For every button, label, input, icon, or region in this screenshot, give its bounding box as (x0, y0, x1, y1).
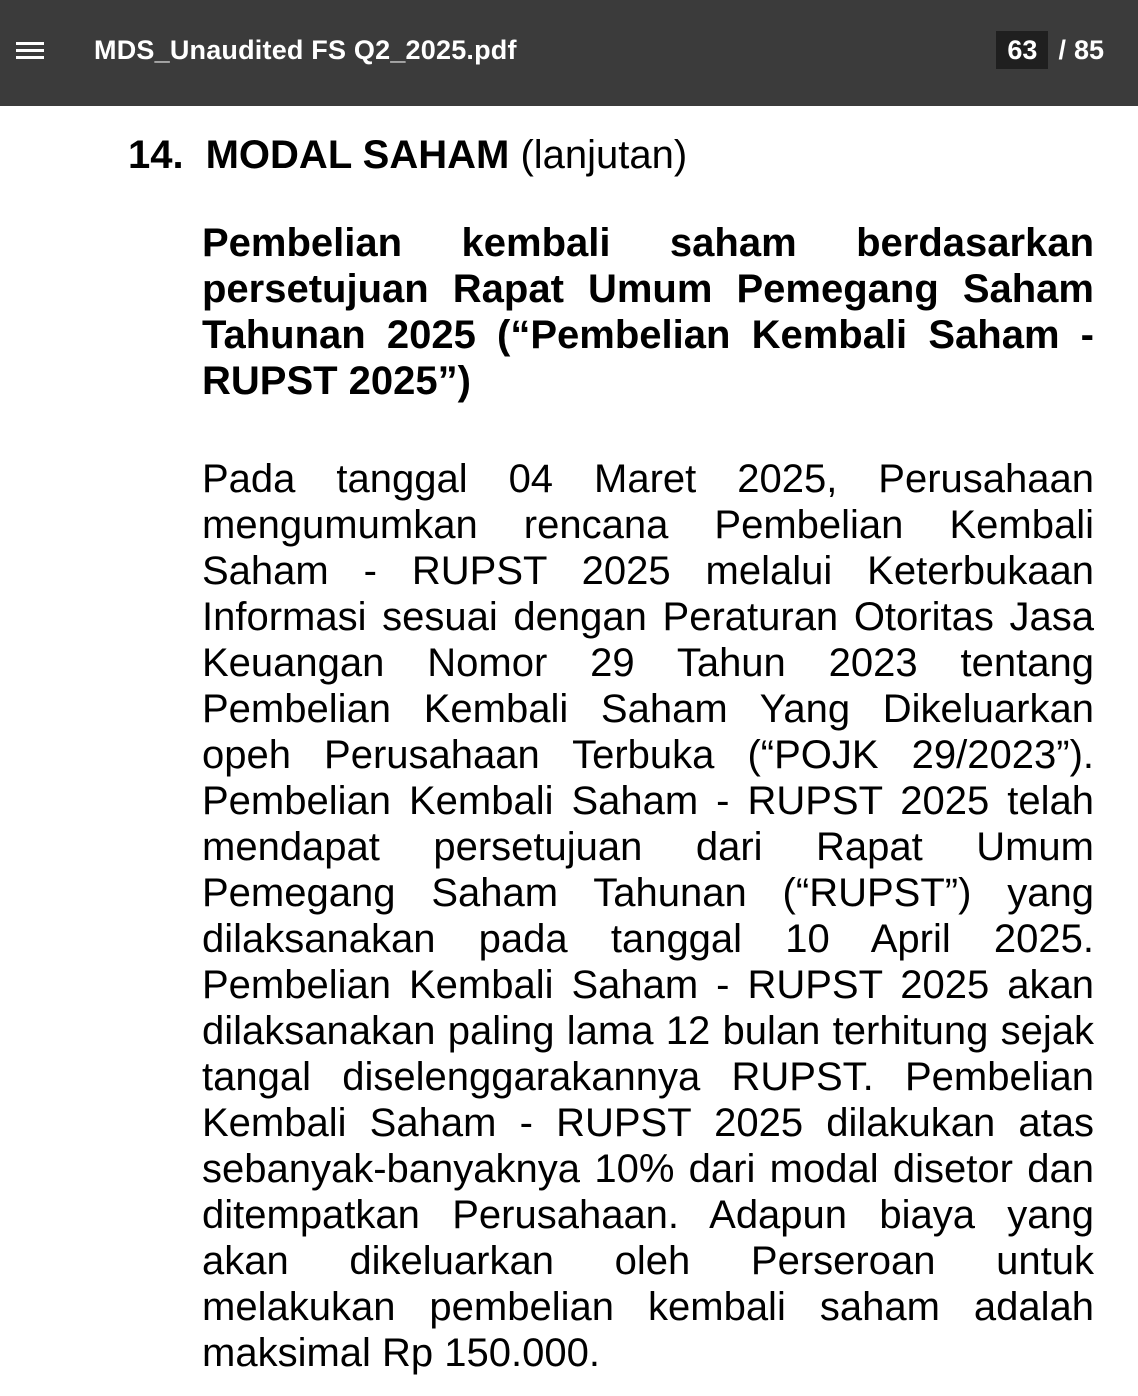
page-separator: / (1058, 34, 1066, 65)
section-number: 14. (128, 133, 184, 177)
pdf-viewer-toolbar (0, 0, 1138, 106)
hamburger-menu-icon[interactable] (14, 38, 46, 62)
pdf-page (0, 106, 1138, 1396)
body-paragraph: Pada tanggal 04 Maret 2025, Perusahaan mengumumkan rencana Pembelian Kembali Saham - RUPST 2025 melalui Keterbukaan Informasi sesuai dengan Peraturan Otoritas Jasa Keuangan Nomor 29 Tahun 2023 tentang Pembelian Kembali Saham Yang Dikeluarkan opeh Perusahaan Terbuka (“POJK 29/2023”). Pembelian Kembali Saham - RUPST 2025 telah mendapat persetujuan dari Rapat Umum Pemegang Saham Tahunan (“RUPST”) yang dilaksanakan pada tanggal 10 April 2025. Pembelian Kembali Saham - RUPST 2025 akan dilaksanakan paling lama 12 bulan terhitung sejak tangal diselenggarakannya RUPST. Pembelian Kembali Saham - RUPST 2025 dilakukan atas sebanyak-banyaknya 10% dari modal disetor dan ditempatkan Perusahaan. Adapun biaya yang akan dikeluarkan oleh Perseroan untuk melakukan pembelian kembali saham adalah maksimal Rp 150.000. (202, 457, 1094, 1375)
section-title: MODAL SAHAM (205, 133, 510, 177)
subsection-heading: Pembelian kembali saham berdasarkan persetujuan Rapat Umum Pemegang Saham Tahunan 2025 (“Pembelian Kembali Saham - RUPST 2025”) (202, 221, 1094, 403)
document-title: MDS_Unaudited FS Q2_2025.pdf (94, 35, 517, 65)
section-heading (128, 132, 687, 178)
section-suffix: (lanjutan) (520, 133, 688, 177)
page-navigator (996, 31, 1104, 69)
current-page-input[interactable] (996, 31, 1048, 69)
total-pages: 85 (1073, 34, 1104, 65)
